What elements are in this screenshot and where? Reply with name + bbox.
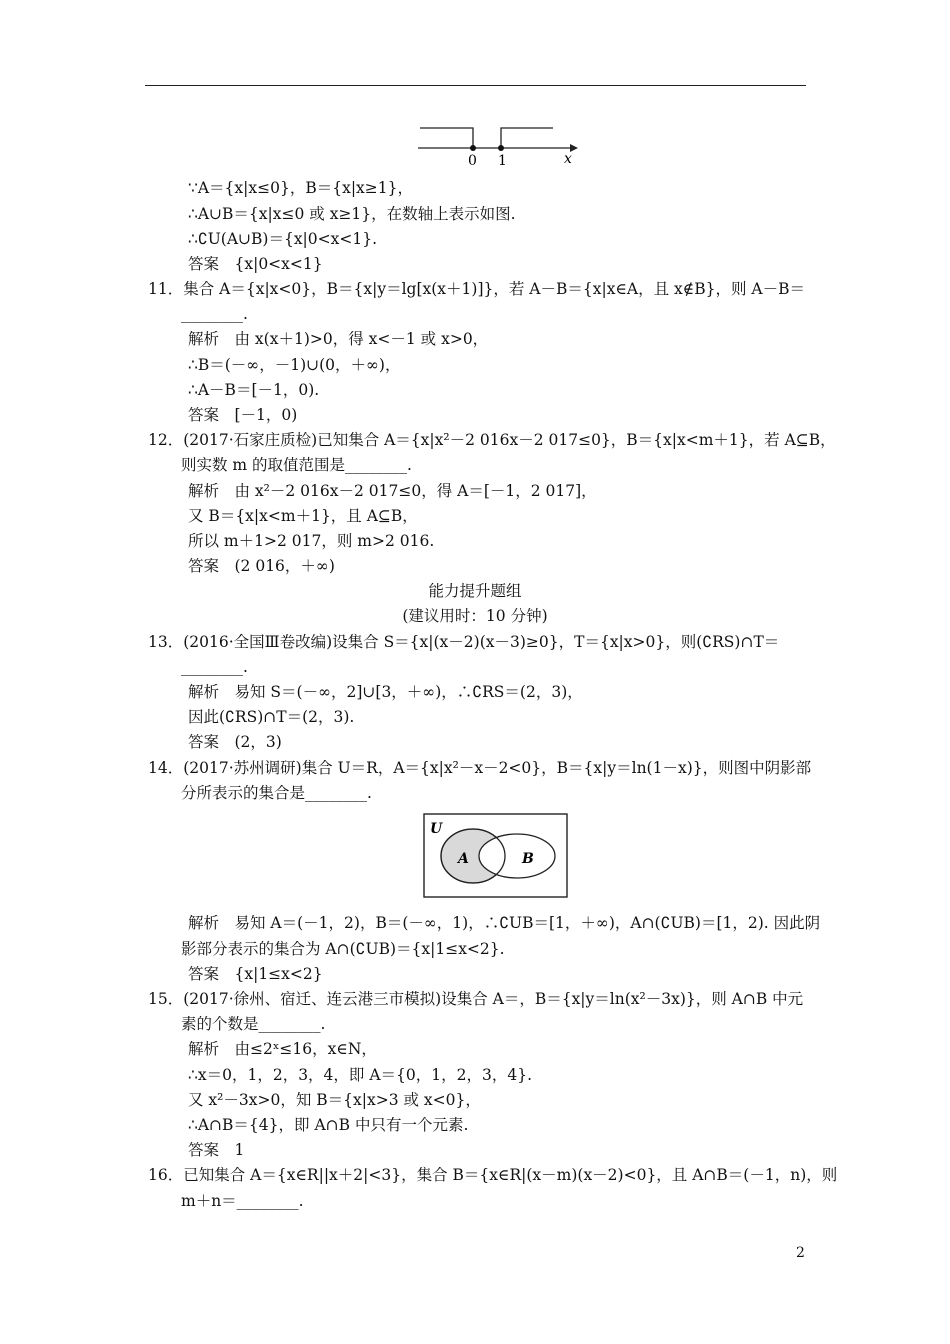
line-29: 15．(2017·徐州、宿迁、连云港三市模拟)设集合 A＝，B＝{x|y＝ln(x²－3x)}，则 A∩B 中元 — [148, 990, 804, 1008]
set-b-label: B — [522, 851, 534, 867]
right-ray — [501, 128, 553, 148]
line-35: 答案 1 — [188, 1141, 245, 1159]
label-zero: 0 — [468, 153, 477, 169]
point-zero — [470, 145, 476, 151]
header-rule — [145, 85, 806, 86]
line-24: 14．(2017·苏州调研)集合 U＝R，A＝{x|x²－x－2<0}，B＝{x|y＝ln(1－x)}，则图中阴影部 — [148, 759, 812, 777]
line-37: m＋n＝________. — [181, 1192, 304, 1210]
line-12: 则实数 m 的取值范围是________. — [181, 456, 412, 474]
line-26: 解析 易知 A＝(－1，2)，B＝(－∞，1)，∴∁UB＝[1，＋∞)，A∩(∁UB)＝[1，2). 因此阴 — [188, 914, 821, 932]
line-5: 11．集合 A＝{x|x<0}，B＝{x|y＝lg[x(x＋1)]}，若 A－B＝{x|x∈A，且 x∉B}，则 A－B＝ — [148, 280, 806, 298]
line-6: ________. — [181, 305, 248, 323]
line-27: 影部分表示的集合为 A∩(∁UB)＝{x|1≤x<2}. — [181, 940, 505, 958]
line-20: ________. — [181, 658, 248, 676]
line-4: 答案 {x|0<x<1} — [188, 255, 323, 273]
set-a-label: A — [458, 851, 469, 867]
line-31: 解析 由≤2ˣ≤16，x∈N， — [188, 1040, 377, 1058]
line-11: 12．(2017·石家庄质检)已知集合 A＝{x|x²－2 016x－2 017≤0}，B＝{x|x<m＋1}，若 A⊆B， — [148, 431, 836, 449]
line-32: ∴x＝0，1，2，3，4，即 A＝{0，1，2，3，4}. — [188, 1066, 532, 1084]
number-line-figure — [410, 120, 590, 170]
page-number: 2 — [796, 1245, 805, 1261]
line-1: ∵A＝{x|x≤0}，B＝{x|x≥1}， — [188, 179, 414, 197]
line-13: 解析 由 x²－2 016x－2 017≤0，得 A＝[－1，2 017]， — [188, 482, 597, 500]
section-title: 能力提升题组 — [428, 582, 522, 600]
venn-diagram — [423, 813, 569, 899]
label-one: 1 — [498, 153, 507, 169]
line-30: 素的个数是________. — [181, 1015, 326, 1033]
line-36: 16．已知集合 A＝{x∈R||x＋2|<3}，集合 B＝{x∈R|(x－m)(x－2)<0}，且 A∩B＝(－1，n)，则 — [148, 1166, 838, 1184]
line-23: 答案 (2，3) — [188, 733, 282, 751]
point-one — [498, 145, 504, 151]
line-9: ∴A－B＝[－1，0). — [188, 381, 320, 399]
line-33: 又 x²－3x>0，知 B＝{x|x>3 或 x<0}， — [188, 1091, 481, 1109]
left-ray — [420, 128, 473, 148]
line-16: 答案 (2 016，＋∞) — [188, 557, 335, 575]
line-25: 分所表示的集合是________. — [181, 784, 372, 802]
line-28: 答案 {x|1≤x<2} — [188, 965, 323, 983]
line-7: 解析 由 x(x＋1)>0，得 x<－1 或 x>0， — [188, 330, 489, 348]
line-2: ∴A∪B＝{x|x≤0 或 x≥1}，在数轴上表示如图. — [188, 205, 516, 223]
line-34: ∴A∩B＝{4}，即 A∩B 中只有一个元素. — [188, 1116, 469, 1134]
line-10: 答案 [－1，0) — [188, 406, 298, 424]
line-15: 所以 m＋1>2 017，则 m>2 016. — [188, 532, 435, 550]
set-b-ellipse — [479, 834, 555, 878]
line-8: ∴B＝(－∞，－1)∪(0，＋∞)， — [188, 356, 401, 374]
line-19: 13．(2016·全国Ⅲ卷改编)设集合 S＝{x|(x－2)(x－3)≥0}，T＝{x|x>0}，则(∁RS)∩T＝ — [148, 633, 780, 651]
label-x: x — [564, 151, 572, 167]
universe-label: U — [430, 821, 443, 837]
line-21: 解析 易知 S＝(－∞，2]∪[3，＋∞)，∴∁RS＝(2，3)， — [188, 683, 583, 701]
line-22: 因此(∁RS)∩T＝(2，3). — [188, 708, 355, 726]
line-14: 又 B＝{x|x<m＋1}，且 A⊆B， — [188, 507, 418, 525]
section-subtitle: (建议用时：10 分钟) — [402, 607, 548, 625]
line-3: ∴∁U(A∪B)＝{x|0<x<1}. — [188, 230, 378, 248]
